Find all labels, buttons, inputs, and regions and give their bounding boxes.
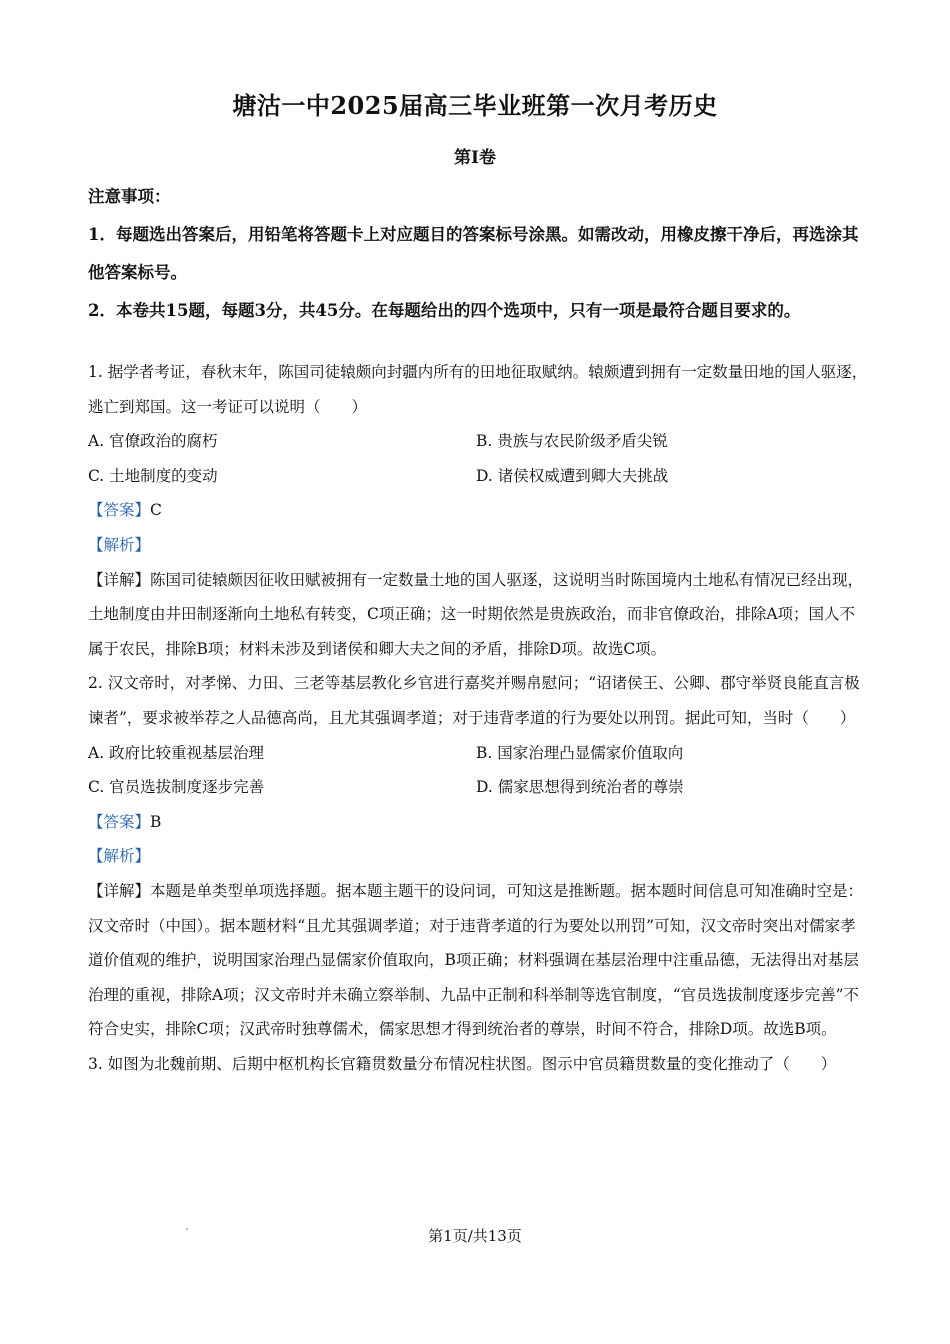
detail-text: 陈国司徒辕颇因征收田赋被拥有一定数量土地的国人驱逐，这说明当时陈国境内土地私有情况已经出现，土地制度由井田制逐渐向土地私有转变，C项正确；这一时期依然是贵族政治，而非官僚政治，排除A项；国人不属于农民，排除B项；材料未涉及到诸侯和卿大夫之间的矛盾，排除D项。故选C项。 [88, 570, 864, 658]
notice-item-1: 1．每题选出答案后，用铅笔将答题卡上对应题目的答案标号涂黑。如需改动，用橡皮擦干净后，再选涂其他答案标号。 [88, 225, 859, 282]
question-2-option-c: C. 官员选拔制度逐步完善 [88, 778, 265, 797]
page-number: 第1页/共13页 [428, 1227, 522, 1245]
question-2-options-row-1 [88, 736, 868, 771]
notice-heading: 注意事项： [88, 187, 171, 206]
question-2-analysis [88, 839, 868, 874]
detail-text: 本题是单类型单项选择题。据本题主题干的设问词，可知这是推断题。据本题时间信息可知准确时空是：汉文帝时（中国）。据本题材料“且尤其强调孝道；对于违背孝道的行为要处以刑罚”可知，汉文帝时突出对儒家孝道价值观的维护，说明国家治理凸显儒家价值取向，B项正确；材料强调在基层治理中注重品德，无法得出对基层治理的重视，排除A项；汉文帝时并未确立察举制、九品中正制和科举制等选官制度，“官员选拔制度逐步完善”不符合史实，排除C项；汉武帝时独尊儒术，儒家思想才得到统治者的尊崇，时间不符合，排除D项。故选B项。 [88, 881, 864, 1039]
question-2-option-b: B. 国家治理凸显儒家价值取向 [476, 743, 684, 762]
answer-value: B [150, 812, 162, 831]
question-2-option-d: D. 儒家思想得到统治者的尊崇 [476, 778, 684, 797]
question-1-stem: 1. 据学者考证，春秋末年，陈国司徒辕颇向封疆内所有的田地征取赋纳。辕颇遭到拥有一定数量田地的国人驱逐，逃亡到郑国。这一考证可以说明（ ） [88, 363, 868, 416]
answer-tag: 【答案】 [88, 501, 151, 520]
notice-block [88, 178, 868, 330]
question-1-option-b: B. 贵族与农民阶级矛盾尖锐 [476, 432, 668, 451]
analysis-tag: 【解析】 [88, 847, 151, 866]
analysis-tag: 【解析】 [88, 535, 151, 554]
question-1-option-d: D. 诸侯权威遭到卿大夫挑战 [476, 466, 669, 485]
exam-title: 塘沽一中2025届高三毕业班第一次月考历史 [232, 91, 718, 120]
question-1-answer [88, 493, 868, 528]
question-1-detail [88, 563, 868, 667]
section-title: 第Ⅰ卷 [454, 148, 496, 168]
question-1-options-row-2 [88, 459, 868, 494]
question-2-stem: 2. 汉文帝时，对孝悌、力田、三老等基层教化乡官进行嘉奖并赐帛慰问；“诏诸侯王、公卿、郡守举贤良能直言极谏者”，要求被举荐之人品德高尚，且尤其强调孝道；对于违背孝道的行为要处以刑罚。据此可知，当时（ ） [88, 674, 860, 727]
notice-item-2: 2．本卷共15题，每题3分，共45分。在每题给出的四个选项中，只有一项是最符合题目要求的。 [88, 301, 801, 320]
detail-tag: 【详解】 [88, 881, 151, 900]
question-1-option-c: C. 土地制度的变动 [88, 466, 218, 485]
question-2-options-row-2 [88, 770, 868, 805]
answer-value: C [150, 501, 162, 520]
detail-tag: 【详解】 [88, 570, 151, 589]
question-1-analysis [88, 528, 868, 563]
question-2-detail [88, 874, 868, 1047]
question-1-options-row-1 [88, 424, 868, 459]
question-2-answer [88, 805, 868, 840]
question-1-option-a: A. 官僚政治的腐朽 [88, 432, 218, 451]
question-3-stem: 3. 如图为北魏前期、后期中枢机构长官籍贯数量分布情况柱状图。图示中官员籍贯数量的变化推动了（ ） [88, 1054, 837, 1073]
question-2-option-a: A. 政府比较重视基层治理 [88, 743, 265, 762]
questions-block [88, 355, 868, 1081]
answer-tag: 【答案】 [88, 812, 151, 831]
